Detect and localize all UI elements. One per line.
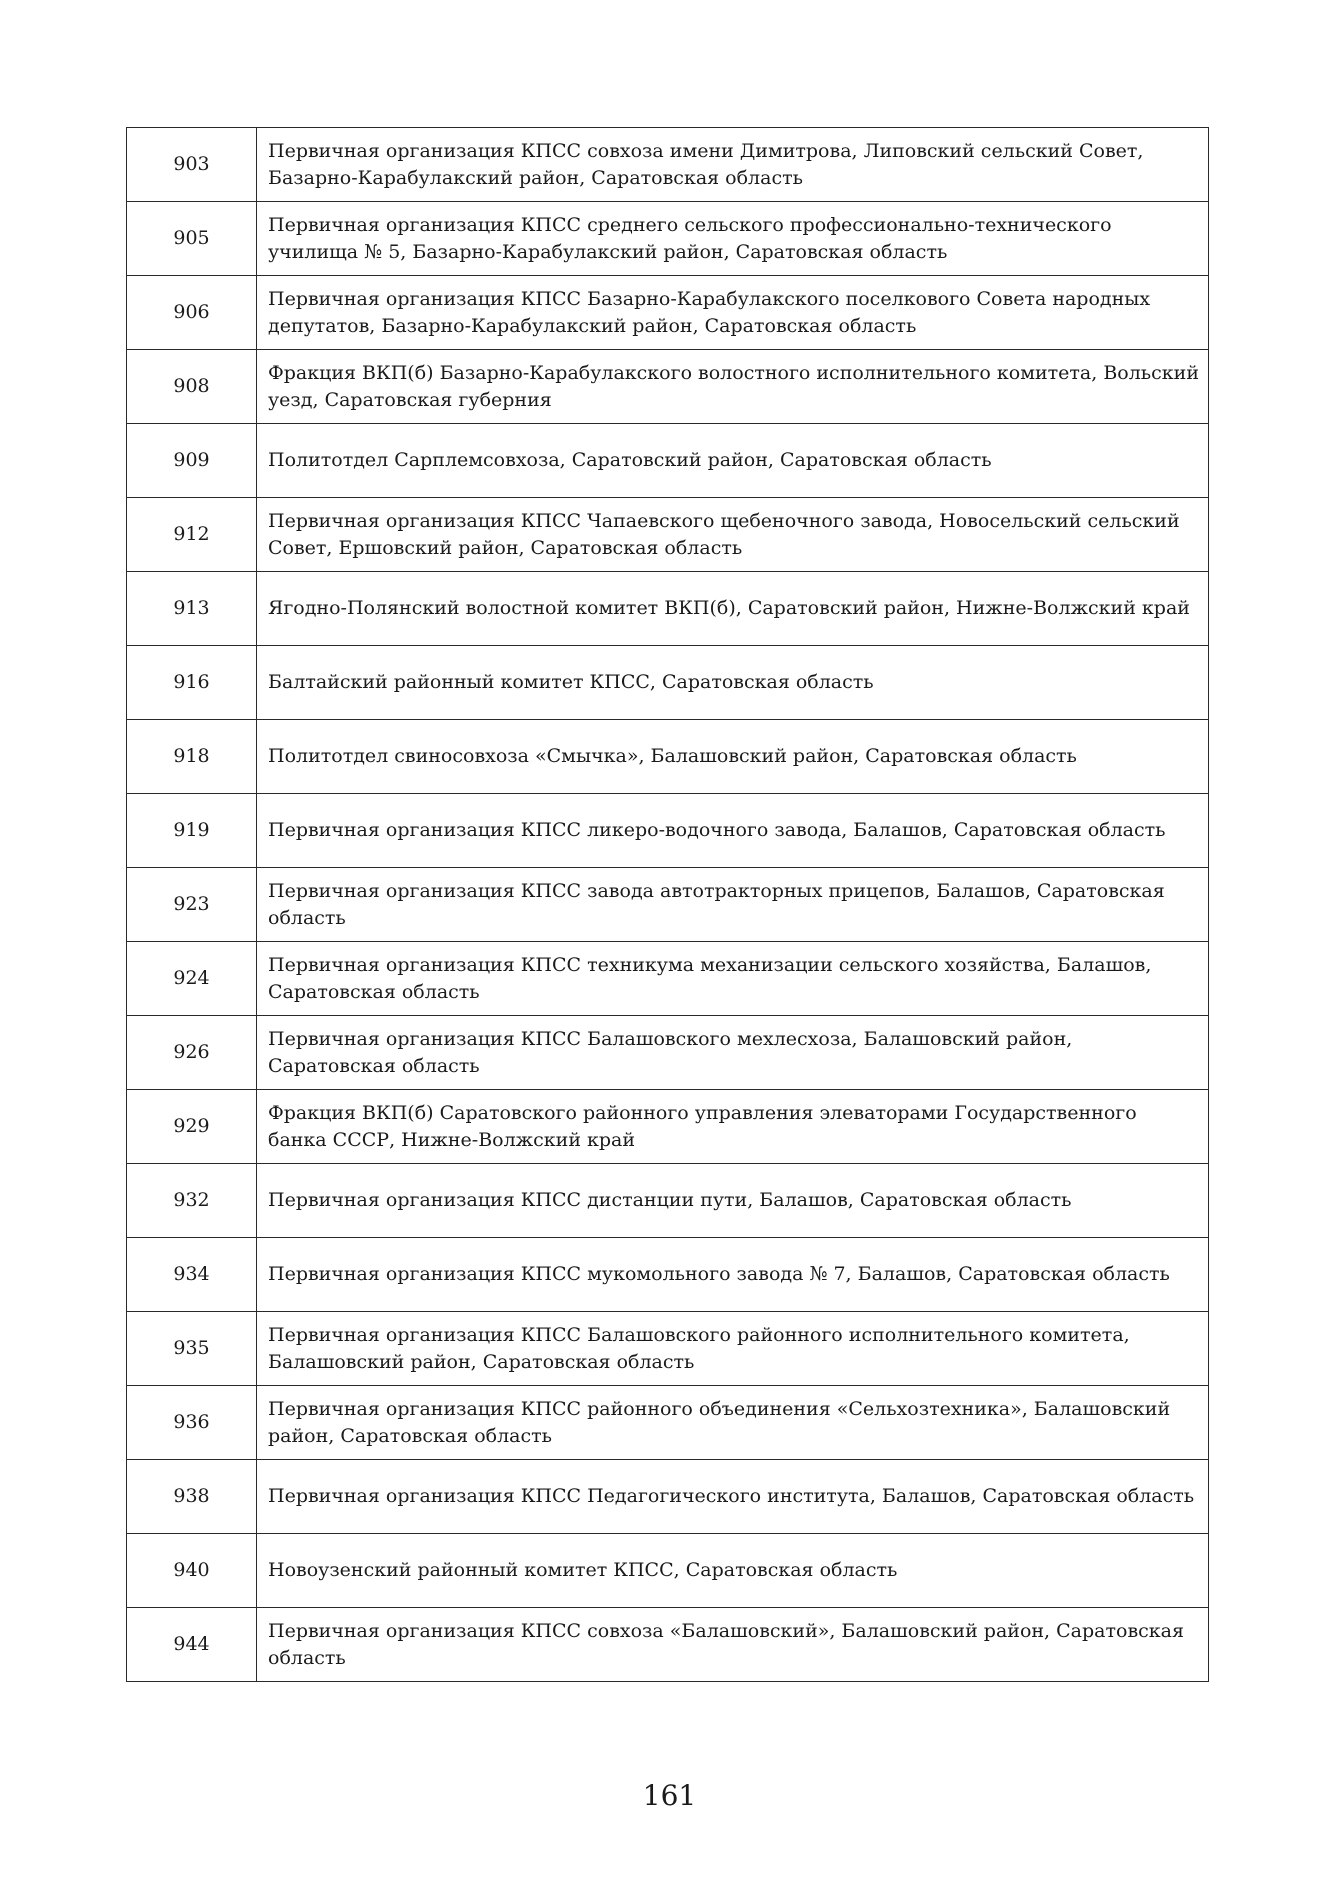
table-row <box>127 1460 1209 1534</box>
fund-title: Первичная организация КПСС завода автотракторных прицепов, Балашов, Саратовская область <box>257 868 1209 942</box>
fund-title: Новоузенский районный комитет КПСС, Саратовская область <box>257 1534 1209 1608</box>
table-row <box>127 720 1209 794</box>
fund-title: Первичная организация КПСС дистанции пути, Балашов, Саратовская область <box>257 1164 1209 1238</box>
fund-title: Фракция ВКП(б) Саратовского районного управления элеваторами Государственного банка СССР, Нижне-Волжский край <box>257 1090 1209 1164</box>
fund-title: Первичная организация КПСС Педагогического института, Балашов, Саратовская область <box>257 1460 1209 1534</box>
fund-title: Политотдел свиносовхоза «Смычка», Балашовский район, Саратовская область <box>257 720 1209 794</box>
fund-number: 924 <box>127 942 257 1016</box>
fund-number: 906 <box>127 276 257 350</box>
table-row <box>127 1534 1209 1608</box>
fund-number: 935 <box>127 1312 257 1386</box>
table-row <box>127 794 1209 868</box>
fund-list-table <box>126 127 1209 1682</box>
fund-title: Первичная организация КПСС совхоза «Балашовский», Балашовский район, Саратовская область <box>257 1608 1209 1682</box>
fund-title: Первичная организация КПСС совхоза имени Димитрова, Липовский сельский Совет, Базарно-Карабулакский район, Саратовская область <box>257 128 1209 202</box>
page-number: 161 <box>642 1779 697 1812</box>
table-row <box>127 350 1209 424</box>
table-row <box>127 276 1209 350</box>
table-row <box>127 1608 1209 1682</box>
table-row <box>127 424 1209 498</box>
fund-title: Политотдел Сарплемсовхоза, Саратовский район, Саратовская область <box>257 424 1209 498</box>
fund-title: Фракция ВКП(б) Базарно-Карабулакского волостного исполнительного комитета, Вольский уезд, Саратовская губерния <box>257 350 1209 424</box>
fund-title: Первичная организация КПСС Балашовского районного исполнительного комитета, Балашовский район, Саратовская область <box>257 1312 1209 1386</box>
fund-number: 909 <box>127 424 257 498</box>
fund-number: 944 <box>127 1608 257 1682</box>
fund-number: 919 <box>127 794 257 868</box>
fund-number: 905 <box>127 202 257 276</box>
fund-title: Первичная организация КПСС техникума механизации сельского хозяйства, Балашов, Саратовская область <box>257 942 1209 1016</box>
fund-title: Первичная организация КПСС Балашовского мехлесхоза, Балашовский район, Саратовская область <box>257 1016 1209 1090</box>
fund-title: Балтайский районный комитет КПСС, Саратовская область <box>257 646 1209 720</box>
fund-number: 913 <box>127 572 257 646</box>
table-row <box>127 1238 1209 1312</box>
table-row <box>127 128 1209 202</box>
fund-number: 926 <box>127 1016 257 1090</box>
fund-title: Первичная организация КПСС ликеро-водочного завода, Балашов, Саратовская область <box>257 794 1209 868</box>
table-row <box>127 646 1209 720</box>
fund-title: Первичная организация КПСС Чапаевского щебеночного завода, Новосельский сельский Совет, Ершовский район, Саратовская область <box>257 498 1209 572</box>
fund-number: 938 <box>127 1460 257 1534</box>
fund-number: 929 <box>127 1090 257 1164</box>
fund-number: 916 <box>127 646 257 720</box>
fund-number: 912 <box>127 498 257 572</box>
table-row <box>127 1386 1209 1460</box>
fund-number: 932 <box>127 1164 257 1238</box>
table-row <box>127 498 1209 572</box>
fund-title: Первичная организация КПСС районного объединения «Сельхозтехника», Балашовский район, Саратовская область <box>257 1386 1209 1460</box>
fund-number: 934 <box>127 1238 257 1312</box>
fund-number: 918 <box>127 720 257 794</box>
table-row <box>127 572 1209 646</box>
table-row <box>127 1016 1209 1090</box>
table-row <box>127 1090 1209 1164</box>
table-row <box>127 868 1209 942</box>
table-row <box>127 1164 1209 1238</box>
fund-number: 940 <box>127 1534 257 1608</box>
fund-title: Первичная организация КПСС среднего сельского профессионально-технического училища № 5, Базарно-Карабулакский район, Саратовская область <box>257 202 1209 276</box>
table-row <box>127 1312 1209 1386</box>
fund-number: 923 <box>127 868 257 942</box>
fund-title: Ягодно-Полянский волостной комитет ВКП(б), Саратовский район, Нижне-Волжский край <box>257 572 1209 646</box>
fund-number: 903 <box>127 128 257 202</box>
table-row <box>127 942 1209 1016</box>
fund-title: Первичная организация КПСС Базарно-Карабулакского поселкового Совета народных депутатов, Базарно-Карабулакский район, Саратовская область <box>257 276 1209 350</box>
fund-title: Первичная организация КПСС мукомольного завода № 7, Балашов, Саратовская область <box>257 1238 1209 1312</box>
fund-number: 936 <box>127 1386 257 1460</box>
fund-number: 908 <box>127 350 257 424</box>
table-row <box>127 202 1209 276</box>
